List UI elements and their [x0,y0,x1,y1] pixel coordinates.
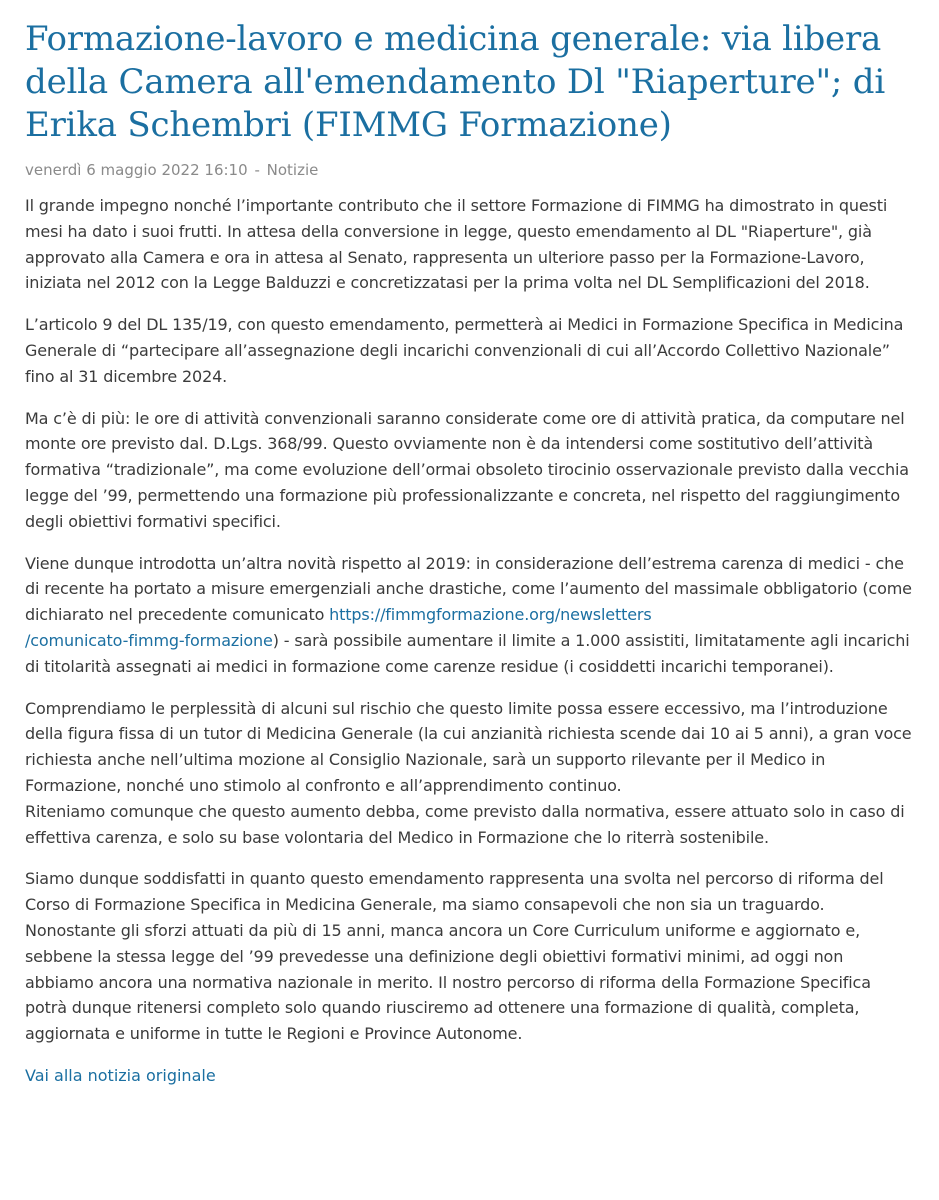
original-news-link[interactable]: Vai alla notizia originale [25,1065,216,1085]
paragraph-5 [25,696,915,851]
article-title: Formazione-lavoro e medicina generale: via libera della Camera all'emendamento Dl "Riaperture"; di Erika Schembri (FIMMG Formazione) [25,19,886,145]
paragraph-5-part-2: Riteniamo comunque che questo aumento debba, come previsto dalla normativa, essere attuato solo in caso di effettiva carenza, e solo su base volontaria del Medico in Formazione che lo riterrà sostenibile. [25,801,905,847]
paragraph-3: Ma c’è di più: le ore di attività convenzionali saranno considerate come ore di attività pratica, da computare nel monte ore previsto dal. D.Lgs. 368/99. Questo ovviamente non è da intendersi come sostitutivo dell’attività formativa “tradizionale”, ma come evoluzione dell’ormai obsoleto tirocinio osservazionale previsto dalla vecchia legge del ’99, permettendo una formazione più professionalizzante e concreta, nel rispetto del raggiungimento degli obiettivi formativi specifici. [25,408,909,531]
newsletter-link-line-1: https://fimmgformazione.org/newsletters [329,605,652,625]
article-category: Notizie [266,161,319,179]
article-meta [25,160,915,180]
paragraph-5-part-1: Comprendiamo le perplessità di alcuni sul rischio che questo limite possa essere eccessivo, ma l’introduzione della figura fissa di un tutor di Medicina Generale (la cui anzianità richiesta scende dai 10 ai 5 anni), a gran voce richiesta anche nell’ultima mozione al Consiglio Nazionale, sarà un supporto rilevante per il Medico in Formazione, nonché uno stimolo al confronto e all’apprendimento continuo. [25,698,912,795]
paragraph-2: L’articolo 9 del DL 135/19, con questo emendamento, permetterà ai Medici in Formazione Specifica in Medicina Generale di “partecipare all’assegnazione degli incarichi convenzionali di cui all’Accordo Collettivo Nazionale” fino al 31 dicembre 2024. [25,315,904,386]
meta-separator: - [254,161,260,179]
paragraph-4-text-before: Viene dunque introdotta un’altra novità rispetto al 2019: in considerazione dell’estrema carenza di medici - che di recente ha portato a misure emergenziali anche drastiche, come l’aumento del massimale obbligatorio (come dichiarato nel precedente comunicato [25,553,912,625]
article-body [25,193,915,1047]
newsletter-link-line-2: /comunicato-fimmg-formazione [25,630,273,650]
paragraph-1: Il grande impegno nonché l’importante contributo che il settore Formazione di FIMMG ha dimostrato in questi mesi ha dato i suoi frutti. In attesa della conversione in legge, questo emendamento al DL "Riaperture", già approvato alla Camera e ora in attesa al Senato, rappresenta un ulteriore passo per la Formazione-Lavoro, iniziata nel 2012 con la Legge Balduzzi e concretizzatasi per la prima volta nel DL Semplificazioni del 2018. [25,196,888,293]
article-date: venerdì 6 maggio 2022 16:10 [25,161,248,179]
paragraph-4 [25,551,915,680]
paragraph-4-text-after: ) - sarà possibile aumentare il limite a 1.000 assistiti, limitatamente agli incarichi di titolarità assegnati ai medici in formazione come carenze residue (i cosiddetti incarichi temporanei). [25,630,910,676]
paragraph-6: Siamo dunque soddisfatti in quanto questo emendamento rappresenta una svolta nel percorso di riforma del Corso di Formazione Specifica in Medicina Generale, ma siamo consapevoli che non sia un traguardo. Nonostante gli sforzi attuati da più di 15 anni, manca ancora un Core Curriculum uniforme e aggiornato e, sebbene la stessa legge del ’99 prevedesse una definizione degli obiettivi formativi minimi, ad oggi non abbiamo ancora una normativa nazionale in merito. Il nostro percorso di riforma della Formazione Specifica potrà dunque ritenersi completo solo quando riusciremo ad ottenere una formazione di qualità, completa, aggiornata e uniforme in tutte le Regioni e Province Autonome. [25,869,884,1044]
